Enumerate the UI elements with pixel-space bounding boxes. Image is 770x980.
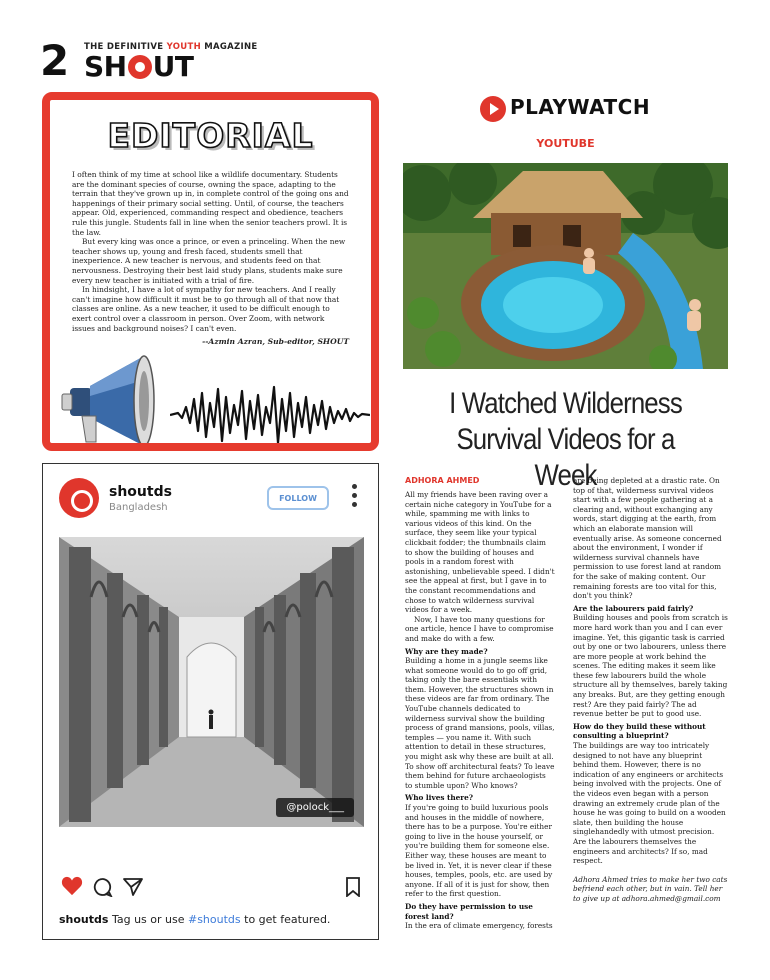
editorial-paragraph: In hindsight, I have a lot of sympathy for new teachers. And I really can't imagine how difficult it must be to go through all of that now that classes are online. As a new teacher, it used to be difficult enough to exert control over a classroom in person. Over Zoom, with network issues and background noises? I can't even.: [72, 285, 340, 333]
arcade-corridor-image: [59, 537, 364, 827]
shout-logo: [84, 52, 193, 82]
article-byline: ADHORA AHMED: [405, 476, 480, 485]
location: Bangladesh: [109, 502, 168, 513]
more-options-icon[interactable]: [349, 484, 359, 512]
article-subheading: Why are they made?: [405, 646, 488, 656]
article-subheading: How do they build these without consulting a blueprint?: [573, 721, 706, 741]
headline-line: Survival Videos for a Week: [456, 423, 675, 492]
page-number: 2: [40, 36, 70, 85]
editorial-title: EDITORIAL: [107, 116, 314, 155]
editorial-paragraph: But every king was once a prince, or even a princeling. When the new teacher shows up, young and fresh faced, students smell that inexperience. A new teacher is nervous, and students feed on that nervousness. Destroying their best laid study plans, students make sure every new teacher is initiated with a trial of fire.: [72, 237, 346, 285]
caption-text: Tag us or use: [108, 913, 188, 926]
bookmark-icon[interactable]: [345, 877, 361, 901]
editorial-body: [72, 170, 349, 333]
article-subheading: Are the labourers paid fairly?: [573, 603, 694, 613]
sound-wave-icon: [170, 385, 370, 445]
section-label: YOUTUBE: [536, 137, 595, 150]
logo-target-icon: [128, 55, 152, 79]
author-note: Adhora Ahmed tries to make her two cats befriend each other, but in vain. Tell her to give up at adhora.ahmed@gmail.com: [573, 874, 728, 903]
editorial-signature: --Azmin Azran, Sub-editor, SHOUT: [202, 337, 349, 346]
tagline-end: MAGAZINE: [201, 42, 258, 52]
pool-photo: [403, 163, 728, 369]
article-subheading: Who lives there?: [405, 793, 474, 803]
post-caption: [59, 913, 330, 926]
heart-icon[interactable]: [61, 876, 83, 900]
section-brand: PLAYWATCH: [510, 95, 651, 119]
editorial-box: [42, 92, 379, 451]
headline-line: I Watched Wilderness: [449, 387, 682, 420]
comment-icon[interactable]: [93, 877, 113, 901]
article-paragraph: In the era of climate emergency, forests: [405, 921, 553, 931]
username[interactable]: shoutds: [109, 484, 172, 500]
tagline-start: THE DEFINITIVE: [84, 42, 167, 52]
avatar[interactable]: [59, 478, 99, 518]
article-subheading: Do they have permission to use forest land?: [405, 901, 533, 921]
instagram-post: [42, 463, 379, 940]
article-paragraph: The buildings are way too intricately designed to not have any blueprint behind them. However, there is no indication of any engineers or architects being involved with the projects. One of the videos even began with a person drawing an extremely crude plan of the house he was going to build on a wooden slate, then building the house singlehandedly with utmost precision. Are the labourers themselves the engineers and architects? If so, mad respect.: [573, 741, 726, 866]
article-column-2: [573, 476, 728, 904]
jungle-pool-image: [403, 163, 728, 369]
tagline-highlight: YOUTH: [166, 42, 201, 52]
caption-hashtag[interactable]: #shoutds: [187, 913, 241, 926]
share-icon[interactable]: [123, 877, 143, 901]
photo-credit-tag[interactable]: @polock___: [276, 798, 354, 817]
article-paragraph: If you're going to build luxurious pools and houses in the middle of nowhere, there has to be a purpose. You're either going to live in the house yourself, or you're building them for someone else. Either way, these houses are meant to be lived in. Yet, it is never clear if these houses, temples, pools, etc. are used by anyone. If all of it is just for show, then refer to the first question.: [405, 803, 553, 899]
article-column-1: [405, 490, 555, 931]
editorial-paragraph: I often think of my time at school like a wildlife documentary. Students are the dominant species of course, owning the space, adapting to the terrain that they've grown up in, in complete control of the going ons and happenings of their primary social setting. Until, of course, the teachers appear. Old, experienced, commanding respect and obedience, teachers rule this jungle. Students fall in line when the senior teachers prowl. It is the law.: [72, 170, 349, 237]
follow-button[interactable]: FOLLOW: [267, 486, 329, 510]
logo-text-start: SH: [84, 50, 127, 83]
post-photo: [59, 537, 364, 827]
article-paragraph: All my friends have been raving over a certain niche category in YouTube for a while, spamming me with links to various videos of this kind. On the surface, they seem like your typical clickbait fodder; the thumbnails claim to show the building of houses and pools in a random forest with astonishing, unbelievable speed. I didn't see the appeal at first, but I gave in to the constant recommendations and chose to watch wilderness survival videos for a week.: [405, 490, 555, 615]
caption-text-end: to get featured.: [240, 913, 331, 926]
article-paragraph: are being depleted at a drastic rate. On top of that, wilderness survival videos start with a few people gathering at a clearing and, without exchanging any words, start digging at the earth, from which an elaborate mansion will eventually arise. As someone concerned about the environment, I wonder if wilderness survival channels have permission to use forest land at random for the sake of making content. Our remaining forests are too vital for this, don't you think?: [573, 476, 722, 601]
article-paragraph: Building houses and pools from scratch is more hard work than you and I can ever imagine. Yet, this gigantic task is carried out by one or two labourers, unless there are more people at work behind the scenes. The editing makes it seem like these few labourers build the whole structure all by themselves, barely taking any breaks. But, are they getting enough rest? Are they paid fairly? The ad revenue better be put to good use.: [573, 613, 728, 719]
megaphone-icon: [52, 350, 182, 450]
caption-username[interactable]: shoutds: [59, 913, 109, 926]
play-icon: [480, 96, 506, 122]
article-paragraph: Now, I have too many questions for one article, hence I have to compromise and make do with a few.: [405, 614, 554, 643]
article-paragraph: Building a home in a jungle seems like what someone would do to go off grid, taking only the bare essentials with them. However, the structures shown in these videos are far from ordinary. The YouTube channels dedicated to wilderness survival show the building process of grand mansions, pools, villas, temples — you name it. With such attention to detail in these structures, you might ask why these are built at all. To show off architectural feats? To leave them behind for future archaeologists to stumble upon? Who knows?: [405, 656, 555, 790]
logo-text-end: UT: [152, 50, 194, 83]
